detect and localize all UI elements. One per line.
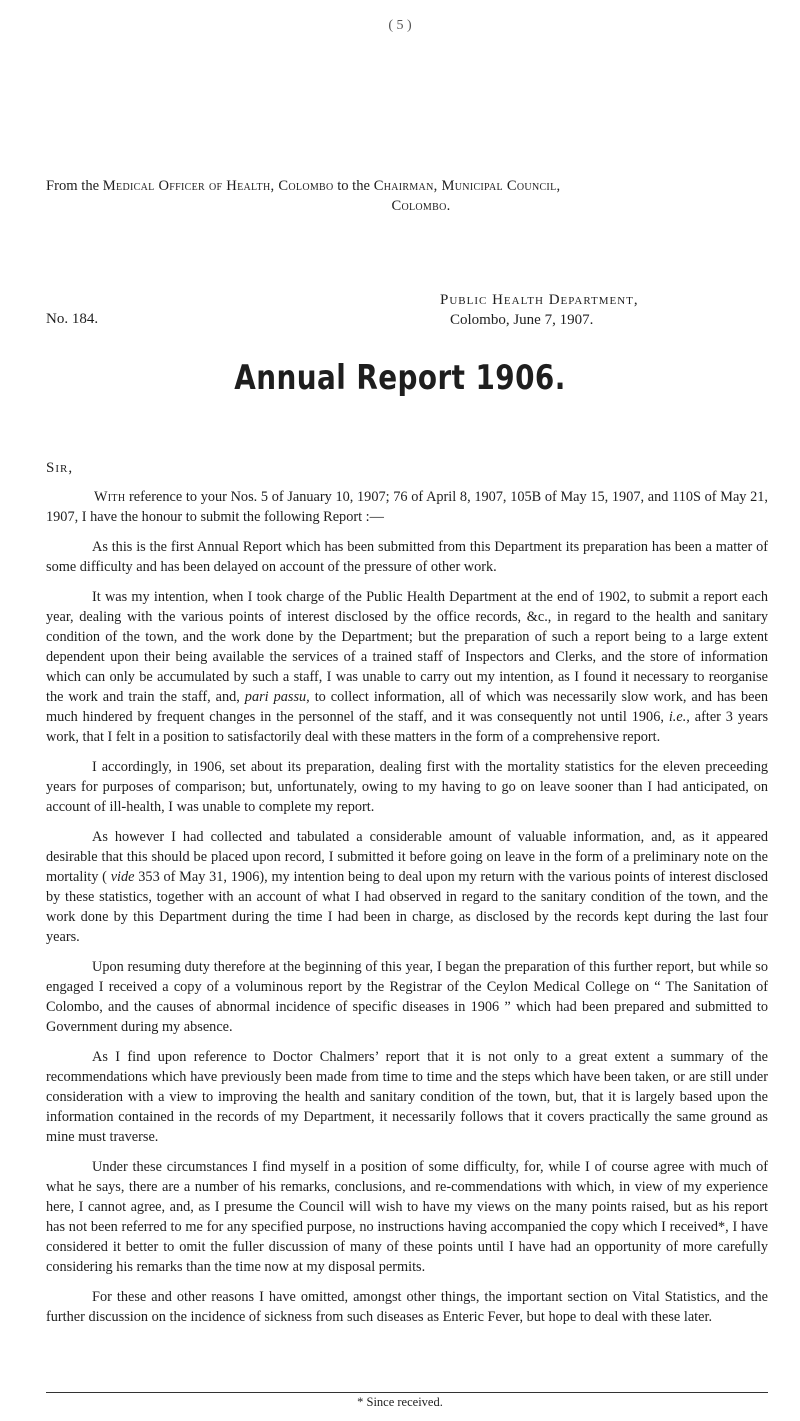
letter-body	[46, 487, 768, 1337]
paragraph-3-part-a: It was my intention, when I took charge of the Public Health Department at the end of 1902, to submit a report each year, dealing with the various points of interest disclosed by the office records, &c., in regard to the health and sanitary condition of the town, and the work done by the Department; but the preparation of such a report being to a large extent dependent upon their being available the services of a trained staff of Inspectors and Clerks, and the store of information which can only be accumulated by such a staff, I was unable to carry out my intention, as I found it necessary to reorganise the work and train the staff, and,	[46, 589, 768, 705]
paragraph-4: I accordingly, in 1906, set about its preparation, dealing first with the mortality statistics for the eleven preceeding years for purposes of comparison; but, unfortunately, owing to my having to go on leave sooner than I had anticipated, on account of ill-health, I was unable to complete my report.	[46, 759, 768, 815]
paragraph-1-lead: With	[94, 489, 126, 505]
paragraph-5-part-a: As however I had collected and tabulated a considerable amount of valuable information, and, as it appeared desirable that this should be placed upon record, I submitted it before going on leave in the form of a preliminary note on the mortality (	[46, 829, 768, 885]
paragraph-1-text: reference to your Nos. 5 of January 10, 1907; 76 of April 8, 1907, 105B of May 15, 1907, and 110S of May 21, 1907, I have the honour to submit the following Report :—	[46, 489, 768, 525]
sender-address	[440, 290, 780, 330]
paragraph-3-part-b: to collect information, all of which was necessarily slow work, and has been much hindered by frequent changes in the personnel of the staff, and it was consequently not until 1906,	[46, 689, 768, 725]
paragraph-2: As this is the first Annual Report which has been submitted from this Department its preparation has been a matter of some difficulty and has been delayed on account of the pressure of other work.	[46, 539, 768, 575]
to-word: to the	[337, 178, 371, 194]
footnote: * Since received.	[357, 1395, 443, 1409]
place-date: Colombo, June 7, 1907.	[450, 312, 594, 328]
paragraph-5-italic-vide: vide	[110, 869, 135, 885]
paragraph-7: As I find upon reference to Doctor Chalmers’ report that it is not only to a great extent a summary of the recommendations which have previously been made from time to time and the steps which have been taken, or are still under consideration with a view to improving the health and sanitary condition of the town, but, that it is largely based upon the information contained in the records of my Department, it necessarily follows that it covers practically the same ground as mine must traverse.	[46, 1049, 768, 1145]
to-city: Colombo.	[391, 198, 451, 214]
from-office: Medical Officer of Health, Colombo	[102, 178, 334, 194]
paragraph-8: Under these circumstances I find myself in a position of some difficulty, for, while I of course agree with much of what he says, there are a number of his remarks, conclusions, and re-commendations with which, in view of my experience here, I cannot agree, and, as I presume the Council will wish to have my views on the many points raised, but as his report has not been referred to me for any specified purpose, no instructions having accompanied the copy which I received*, I have considered it better to omit the fuller discussion of many of these points until I have had an opportunity of more carefully considering his remarks than the time now at my disposal permits.	[46, 1159, 768, 1275]
paragraph-6: Upon resuming duty therefore at the beginning of this year, I began the preparation of this further report, but while so engaged I received a copy of a voluminous report by the Registrar of the Ceylon Medical College on “ The Sanitation of Colombo, and the causes of abnormal incidence of specific diseases in 1906 ” which had been prepared and submitted to Government during my absence.	[46, 959, 768, 1035]
paragraph-3-part-c: after 3 years work, that I felt in a position to satisfactorily deal with these matters in the form of a comprehensive report.	[46, 709, 769, 745]
report-title: Annual Report 1906.	[234, 358, 566, 398]
from-prefix: From the	[46, 178, 100, 194]
paragraph-3-italic-pari-passu: pari passu,	[244, 689, 310, 705]
paragraph-3-italic-ie: i.e.,	[668, 709, 690, 725]
paragraph-9: For these and other reasons I have omitted, amongst other things, the important section on Vital Statistics, and the further discussion on the incidence of sickness from such diseases as Enteric Fever, but hope to deal with these later.	[46, 1289, 768, 1325]
paragraph-1	[46, 487, 768, 527]
to-office: Chairman, Municipal Council,	[373, 178, 561, 194]
department-name: Public Health Department,	[440, 292, 639, 308]
paragraph-3	[46, 587, 768, 747]
page-number: ( 5 )	[388, 18, 412, 33]
letter-header	[46, 176, 766, 216]
paragraph-5-part-b: 353 of May 31, 1906), my intention being to deal upon my return with the various points of interest disclosed by these statistics, together with an account of what I had observed in regard to the sanitary condition of the town, and the work done by this Department during the time I had been in charge, as disclosed by the records kept during the last four years.	[46, 869, 768, 945]
salutation: Sir,	[46, 460, 74, 476]
paragraph-5	[46, 827, 768, 947]
footnote-divider	[46, 1392, 768, 1393]
reference-number: No. 184.	[46, 311, 99, 327]
